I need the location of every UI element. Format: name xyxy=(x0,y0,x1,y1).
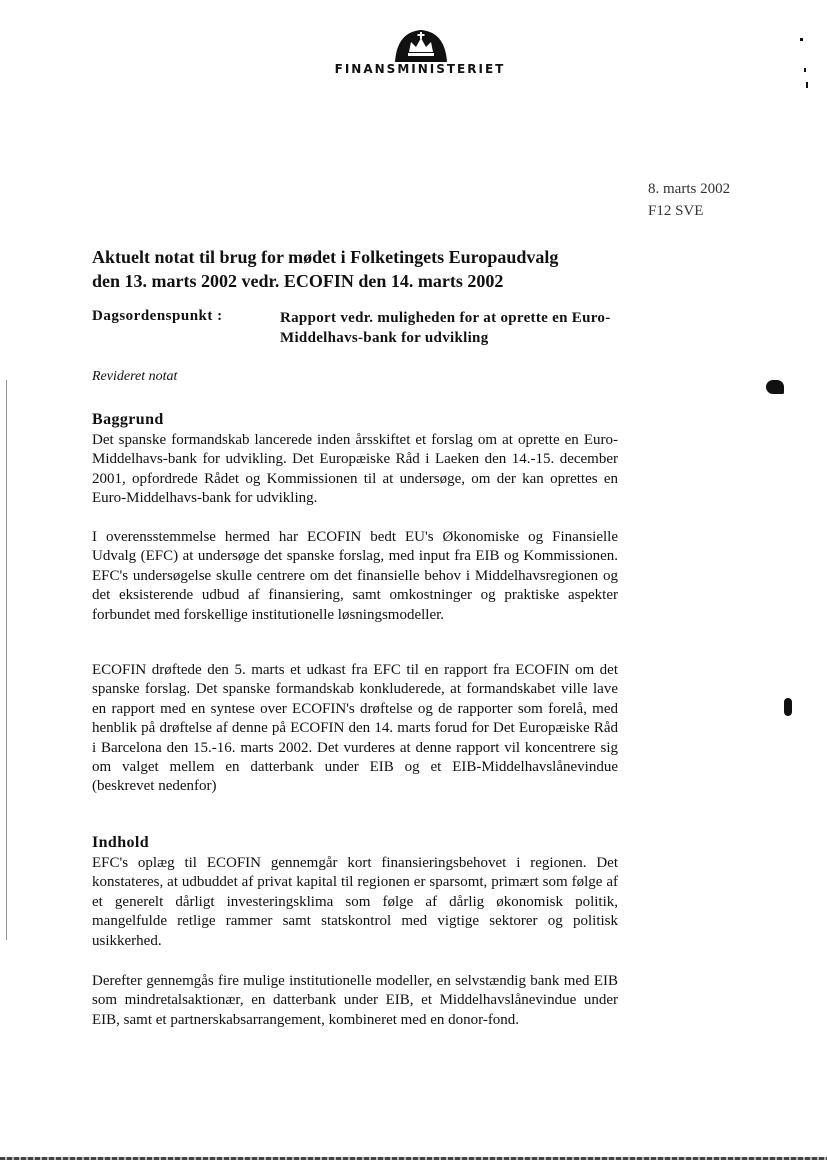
background-section xyxy=(92,409,618,509)
background-paragraph-2-block xyxy=(92,528,618,625)
bottom-scan-line xyxy=(0,1157,827,1160)
revised-note: Revideret notat xyxy=(92,369,178,384)
background-paragraph-1: Det spanske formandskab lancerede inden årsskiftet et forslag om at oprette en Euro-Middelhavs-bank for udvikling. Det Europæiske Råd i Laeken den 14.-15. december 2001, opfordrede Rådet og Kommissionen til at undersøge, om der kan oprettes en Euro-Middelhavs-bank for udvikling. xyxy=(92,432,618,507)
ministry-name: FINANSMINISTERIET xyxy=(334,62,506,76)
scan-dot-1 xyxy=(800,38,803,41)
background-paragraph-3: ECOFIN drøftede den 5. marts et udkast fra EFC til en rapport fra ECOFIN om det spanske forslag. Det spanske formandskab konkluderede, at formandskabet ville lave en rapport med en syntese over ECOFIN's drøftelse og de rapporter som forelå, med henblik på drøftelse af denne på ECOFIN den 14. marts forud for Det Europæiske Råd i Barcelona den 15.-16. marts 2002. Det vurderes at denne rapport vil koncentrere sig om valget mellem en datterbank under EIB og et EIB-Middelhavslånevindue (beskrevet nedenfor) xyxy=(92,662,618,795)
title-line-2: den 13. marts 2002 vedr. ECOFIN den 14. marts 2002 xyxy=(92,271,504,291)
background-paragraph-2: I overensstemmelse hermed har ECOFIN bedt EU's Økonomiske og Finansielle Udvalg (EFC) at undersøge det spanske forslag, med input fra EIB og Kommissionen. EFC's undersøgelse skulle centrere om det finansielle behov i Middelhavsregionen og det eksisterende udbud af finansiering, samt omkostninger og praktiske aspekter forbundet med forskellige institutionelle løsningsmodeller. xyxy=(92,529,618,623)
document-reference: F12 SVE xyxy=(648,203,704,219)
background-heading: Baggrund xyxy=(92,411,164,428)
punch-hole-mark-1 xyxy=(766,380,784,394)
content-paragraph-1: EFC's oplæg til ECOFIN gennemgår kort finansieringsbehovet i regionen. Det konstateres, at udbuddet af privat kapital til regionen er sparsomt, primært som følge af et generelt dårligt investeringsklima som følge af dårlig økonomisk politik, mangelfulde retlige rammer samt statskontrol med vigtige sektorer og politisk usikkerhed. xyxy=(92,855,618,949)
content-section xyxy=(92,832,618,951)
agenda-value: Rapport vedr. muligheden for at oprette en Euro-Middelhavs-bank for udvikling xyxy=(280,310,611,346)
document-title xyxy=(92,245,632,293)
document-meta xyxy=(648,178,730,222)
background-paragraph-3-block xyxy=(92,661,618,797)
content-heading: Indhold xyxy=(92,834,150,851)
left-edge-line xyxy=(6,380,7,940)
content-paragraph-2: Derefter gennemgås fire mulige institutionelle modeller, en selvstændig bank med EIB som mindretalsaktionær, en datterbank under EIB, et Middelhavslånevindue under EIB, samt et partnerskabsarrangement, kombineret med en donor-fond. xyxy=(92,973,618,1028)
punch-hole-mark-2 xyxy=(784,698,792,716)
crown-logo-icon xyxy=(393,28,449,62)
title-line-1: Aktuelt notat til brug for mødet i Folketingets Europaudvalg xyxy=(92,247,559,267)
scan-dot-2 xyxy=(804,68,806,72)
scan-dot-3 xyxy=(806,82,808,88)
document-date: 8. marts 2002 xyxy=(648,181,731,197)
content-paragraph-2-block xyxy=(92,972,618,1030)
agenda-label: Dagsordenspunkt : xyxy=(92,308,223,324)
